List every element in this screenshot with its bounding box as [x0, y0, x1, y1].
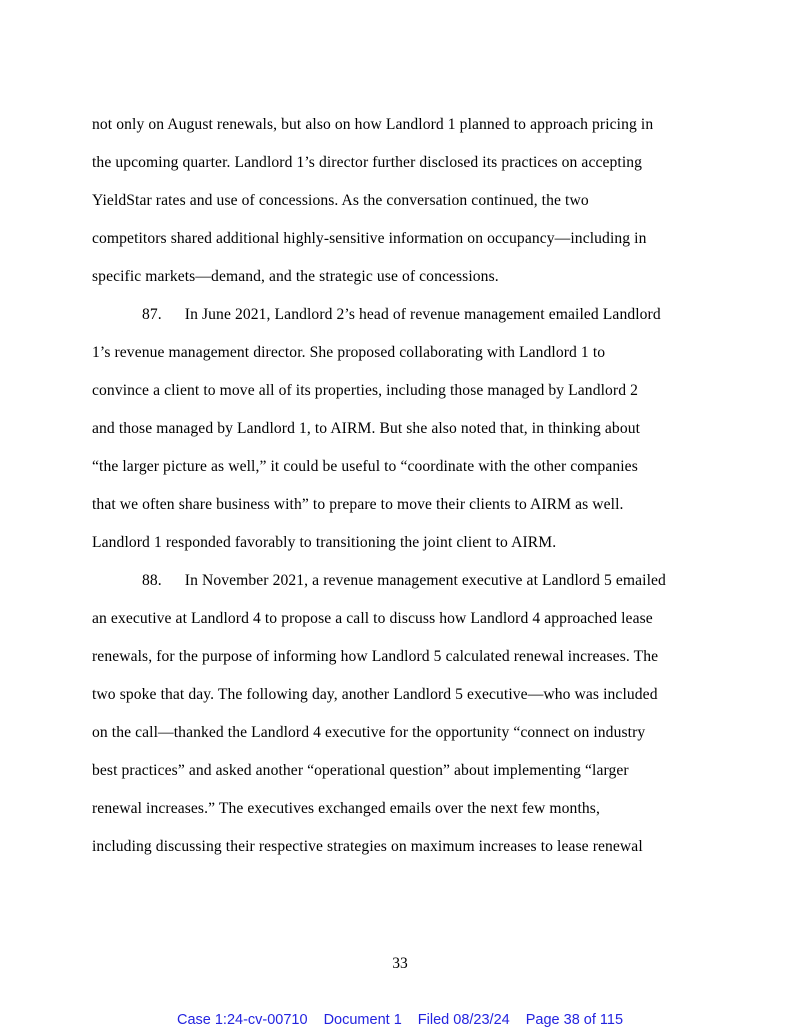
document-body — [92, 106, 740, 866]
text-line: renewal increases.” The executives exchanged emails over the next few months, — [92, 800, 600, 817]
text-line: 1’s revenue management director. She proposed collaborating with Landlord 1 to — [92, 344, 606, 361]
paragraph-number: 87. — [142, 306, 162, 323]
stamp-filed-date: Filed 08/23/24 — [417, 1012, 510, 1028]
text-line: Landlord 1 responded favorably to transitioning the joint client to AIRM. — [92, 534, 557, 551]
text-line: on the call—thanked the Landlord 4 executive for the opportunity “connect on industry — [92, 724, 646, 741]
text-line: an executive at Landlord 4 to propose a call to discuss how Landlord 4 approached lease — [92, 610, 653, 627]
text-line-paragraph-start — [92, 296, 740, 334]
paragraph-text: In November 2021, a revenue management executive at Landlord 5 emailed — [184, 572, 666, 589]
text-line: including discussing their respective strategies on maximum increases to lease renewal — [92, 838, 643, 855]
text-line: specific markets—demand, and the strategic use of concessions. — [92, 268, 499, 285]
text-line-paragraph-start — [92, 562, 740, 600]
text-line: the upcoming quarter. Landlord 1’s director further disclosed its practices on accepting — [92, 154, 643, 171]
stamp-case-number: Case 1:24-cv-00710 — [176, 1012, 308, 1028]
text-line: YieldStar rates and use of concessions. As the conversation continued, the two — [92, 192, 589, 209]
text-line: not only on August renewals, but also on how Landlord 1 planned to approach pricing in — [92, 116, 654, 133]
text-line: renewals, for the purpose of informing how Landlord 5 calculated renewal increases. The — [92, 648, 659, 665]
text-line: competitors shared additional highly-sensitive information on occupancy—including in — [92, 230, 647, 247]
page-number: 33 — [392, 955, 408, 972]
text-line: convince a client to move all of its properties, including those managed by Landlord 2 — [92, 382, 639, 399]
text-line: two spoke that day. The following day, another Landlord 5 executive—who was included — [92, 686, 658, 703]
text-line: and those managed by Landlord 1, to AIRM. But she also noted that, in thinking about — [92, 420, 641, 437]
paragraph-text: In June 2021, Landlord 2’s head of revenue management emailed Landlord — [184, 306, 661, 323]
stamp-page-of-total: Page 38 of 115 — [525, 1012, 624, 1028]
text-line: best practices” and asked another “operational question” about implementing “larger — [92, 762, 629, 779]
text-line: that we often share business with” to prepare to move their clients to AIRM as well. — [92, 496, 624, 513]
paragraph-number: 88. — [142, 572, 162, 589]
stamp-document-number: Document 1 — [323, 1012, 402, 1028]
text-line: “the larger picture as well,” it could be useful to “coordinate with the other companies — [92, 458, 638, 475]
court-filing-stamp — [0, 1010, 800, 1030]
